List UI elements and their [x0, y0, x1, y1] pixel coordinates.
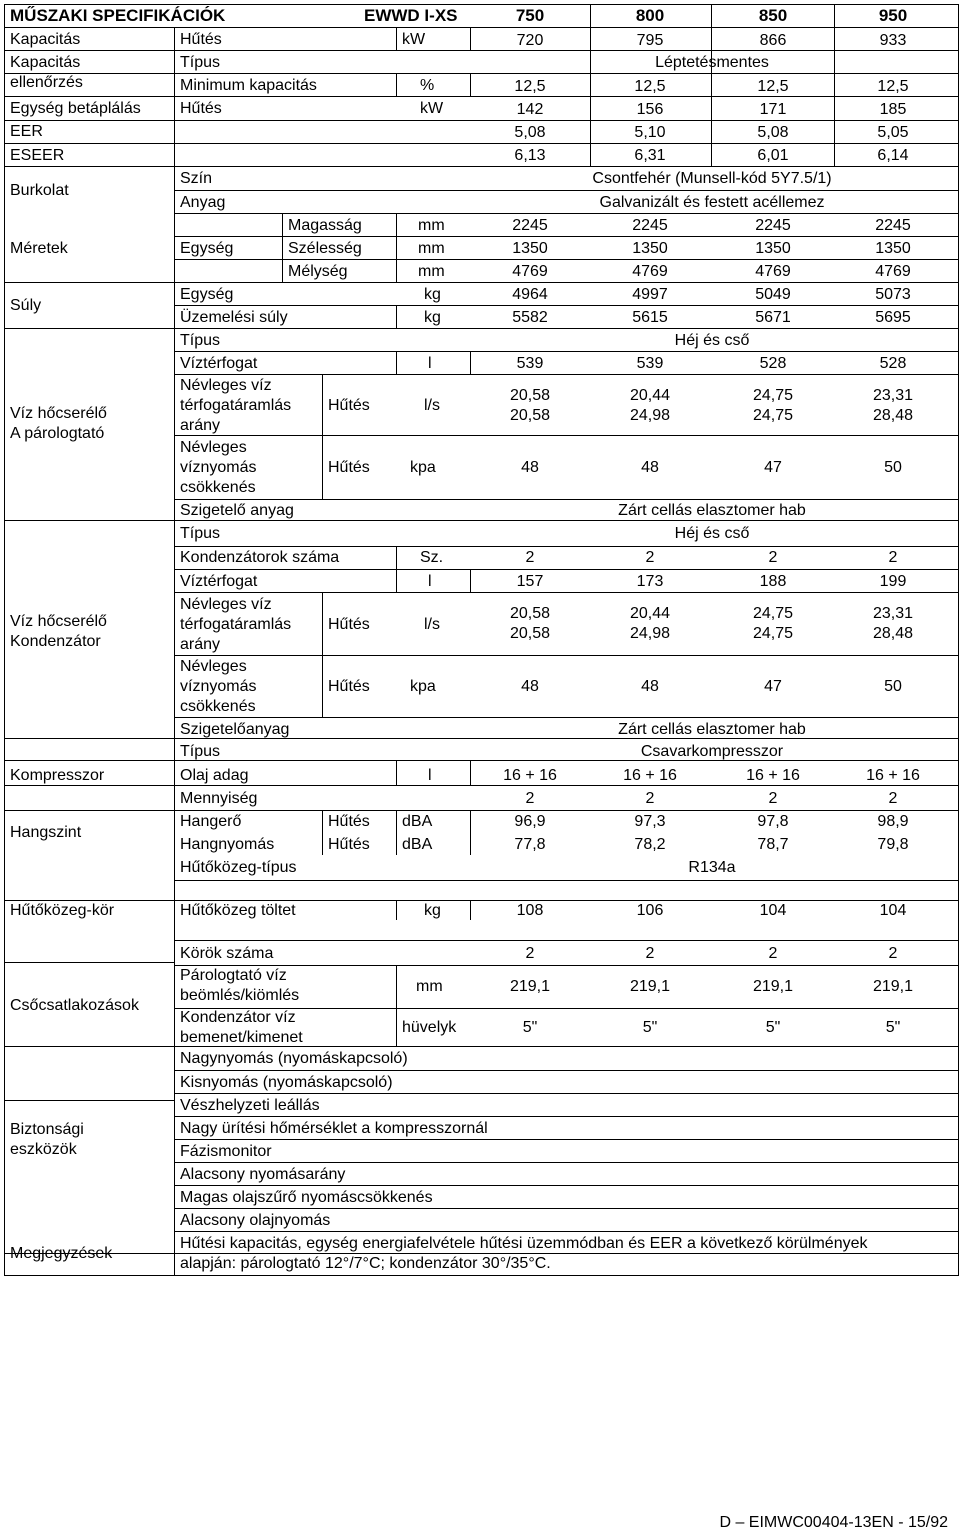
value-cell: 173: [636, 573, 664, 590]
table-rule: [174, 655, 959, 656]
value-cell: 5,08: [757, 124, 789, 141]
table-rule: [396, 73, 397, 96]
cell-text: Hűtés: [328, 836, 370, 853]
value-cell: 5": [642, 1019, 658, 1036]
value-cell: 20,44 24,98: [629, 387, 671, 424]
cell-text: Zárt cellás elasztomer hab: [618, 721, 806, 738]
value-cell: 20,44 24,98: [629, 605, 671, 642]
cell-text: Üzemelési súly: [180, 309, 288, 326]
value-cell: 1350: [632, 240, 668, 257]
cell-text: mm: [418, 217, 445, 234]
value-cell: 539: [516, 355, 544, 372]
table-rule: [174, 305, 959, 306]
row-label: Méretek: [10, 240, 68, 257]
table-rule: [174, 259, 959, 260]
value-cell: 5,10: [634, 124, 666, 141]
value-cell: 5615: [632, 309, 668, 326]
table-rule: [470, 351, 471, 374]
value-cell: 48: [641, 459, 659, 476]
cell-text: Névleges víz térfogatáramlás arány: [180, 596, 292, 653]
value-cell: 2: [888, 790, 898, 807]
value-cell: 2245: [632, 217, 668, 234]
cell-text: Víztérfogat: [180, 355, 258, 372]
value-cell: 78,7: [757, 836, 789, 853]
table-rule: [4, 738, 175, 739]
value-cell: 5582: [512, 309, 548, 326]
table-rule: [4, 785, 959, 786]
cell-text: Zárt cellás elasztomer hab: [618, 502, 806, 519]
cell-text: Kondenzátorok száma: [180, 549, 340, 566]
cell-text: kpa: [410, 678, 436, 695]
value-cell: 108: [516, 902, 544, 919]
model-header: 800: [635, 6, 665, 25]
table-rule: [711, 4, 712, 27]
table-rule: [174, 1139, 959, 1140]
table-rule: [4, 900, 959, 901]
value-cell: 720: [516, 32, 544, 49]
value-cell: 6,13: [514, 147, 546, 164]
series-name: EWWD I-XS: [364, 6, 458, 25]
value-cell: 2: [525, 945, 535, 962]
model-header: 750: [515, 6, 545, 25]
table-rule: [282, 213, 283, 282]
model-header: 850: [758, 6, 788, 25]
table-rule: [4, 962, 175, 963]
table-rule: [322, 592, 323, 717]
value-cell: 12,5: [514, 78, 546, 95]
cell-text: Hűtés: [328, 678, 370, 695]
table-rule: [174, 520, 959, 521]
cell-text: l: [428, 767, 432, 784]
cell-text: Hűtés: [328, 459, 370, 476]
value-cell: 5,05: [877, 124, 909, 141]
cell-text: Csontfehér (Munsell-kód 5Y7.5/1): [592, 170, 832, 187]
table-rule: [396, 760, 397, 785]
table-rule: [4, 328, 959, 329]
table-rule: [174, 374, 959, 375]
list-item: Vészhelyzeti leállás: [180, 1097, 320, 1114]
row-label: Biztonsági eszközök: [10, 1121, 84, 1158]
cell-text: mm: [418, 263, 445, 280]
list-item: Alacsony nyomásarány: [180, 1166, 346, 1183]
table-rule: [4, 4, 5, 1275]
value-cell: 16 + 16: [746, 767, 800, 784]
list-item: Nagynyomás (nyomáskapcsoló): [180, 1050, 408, 1067]
cell-text: Körök száma: [180, 945, 274, 962]
value-cell: 2: [768, 549, 778, 566]
value-cell: 2245: [512, 217, 548, 234]
value-cell: 142: [516, 101, 544, 118]
table-rule: [174, 940, 959, 941]
table-rule: [590, 4, 591, 27]
cell-text: Hűtőközeg töltet: [180, 902, 296, 919]
value-cell: 5": [765, 1019, 781, 1036]
value-cell: 97,8: [757, 813, 789, 830]
table-rule: [4, 520, 175, 521]
cell-text: mm: [416, 978, 443, 995]
table-rule: [4, 1100, 175, 1101]
value-cell: 188: [759, 573, 787, 590]
cell-text: Héj és cső: [674, 525, 750, 542]
value-cell: 795: [636, 32, 664, 49]
row-label: Kompresszor: [10, 767, 105, 784]
value-cell: 1350: [512, 240, 548, 257]
value-cell: 96,9: [514, 813, 546, 830]
cell-text: Hűtés: [328, 397, 370, 414]
cell-text: l/s: [424, 616, 440, 633]
page-footer: D – EIMWC00404-13EN - 15/92: [719, 1514, 948, 1531]
cell-text: Szigetelő anyag: [180, 502, 294, 519]
value-cell: 12,5: [877, 78, 909, 95]
cell-text: Névleges víznyomás csökkenés: [180, 658, 257, 715]
table-rule: [711, 27, 712, 166]
cell-text: Anyag: [180, 194, 226, 211]
cell-text: Egység: [180, 286, 234, 303]
value-cell: 5": [522, 1019, 538, 1036]
value-cell: 79,8: [877, 836, 909, 853]
cell-text: Mennyiség: [180, 790, 258, 807]
row-label: Hangszint: [10, 824, 82, 841]
table-rule: [4, 810, 959, 811]
table-rule: [4, 4, 959, 5]
value-cell: 16 + 16: [503, 767, 557, 784]
note-text: Hűtési kapacitás, egység energiafelvétele hűtési üzemmódban és EER a következő körülmények alapján: párologtató 12°/7°C; kondenzátor 30°/35°C.: [180, 1235, 868, 1272]
table-rule: [174, 213, 959, 214]
cell-text: Hűtés: [328, 813, 370, 830]
table-rule: [174, 1116, 959, 1117]
table-rule: [4, 282, 959, 283]
row-label: Megjegyzések: [10, 1245, 113, 1262]
row-label: EER: [10, 123, 43, 140]
row-label: Súly: [10, 297, 42, 314]
cell-text: Egység: [180, 240, 234, 257]
cell-text: Típus: [180, 525, 221, 542]
value-cell: 48: [521, 678, 539, 695]
value-cell: 5695: [875, 309, 911, 326]
table-rule: [174, 1162, 959, 1163]
table-rule: [396, 305, 397, 328]
table-rule: [174, 1208, 959, 1209]
cell-text: Névleges víznyomás csökkenés: [180, 439, 257, 496]
model-header: 950: [878, 6, 908, 25]
value-cell: 104: [879, 902, 907, 919]
value-cell: 219,1: [509, 978, 551, 995]
value-cell: 104: [759, 902, 787, 919]
table-rule: [174, 569, 959, 570]
cell-text: Névleges víz térfogatáramlás arány: [180, 377, 292, 434]
cell-text: Szigetelőanyag: [180, 721, 290, 738]
value-cell: 185: [879, 101, 907, 118]
row-label: Hűtőközeg-kör: [10, 902, 115, 919]
value-cell: 5": [885, 1019, 901, 1036]
value-cell: 1350: [755, 240, 791, 257]
cell-text: Héj és cső: [674, 332, 750, 349]
row-label: Kapacitás: [10, 31, 81, 48]
table-rule: [4, 760, 959, 761]
cell-text: Magasság: [288, 217, 362, 234]
value-cell: 933: [879, 32, 907, 49]
cell-text: Szélesség: [288, 240, 362, 257]
table-rule: [174, 738, 959, 739]
cell-text: hüvelyk: [402, 1019, 457, 1036]
cell-text: Szín: [180, 170, 213, 187]
cell-text: Víztérfogat: [180, 573, 258, 590]
table-rule: [174, 592, 959, 593]
table-rule: [396, 900, 397, 920]
value-cell: 4769: [512, 263, 548, 280]
value-cell: 528: [759, 355, 787, 372]
table-rule: [4, 166, 959, 167]
table-rule: [4, 96, 959, 97]
table-rule: [958, 4, 959, 1275]
value-cell: 219,1: [752, 978, 794, 995]
value-cell: 78,2: [634, 836, 666, 853]
table-rule: [396, 213, 397, 282]
value-cell: 106: [636, 902, 664, 919]
cell-text: Hűtés: [180, 100, 222, 117]
cell-text: Olaj adag: [180, 767, 249, 784]
value-cell: 157: [516, 573, 544, 590]
table-rule: [174, 190, 959, 191]
value-cell: 2: [768, 790, 778, 807]
cell-text: Típus: [180, 743, 221, 760]
value-cell: 5,08: [514, 124, 546, 141]
cell-text: Típus: [180, 54, 221, 71]
table-rule: [4, 50, 959, 51]
row-label: Víz hőcserélő A párologtató: [10, 405, 107, 442]
table-rule: [322, 810, 323, 855]
value-cell: 5073: [875, 286, 911, 303]
table-rule: [4, 73, 959, 74]
value-cell: 98,9: [877, 813, 909, 830]
cell-text: mm: [418, 240, 445, 257]
table-rule: [470, 810, 471, 855]
table-rule: [396, 810, 397, 855]
cell-text: Hűtőközeg-típus: [180, 859, 297, 876]
value-cell: 23,31 28,48: [872, 605, 914, 642]
cell-text: Párologtató víz beömlés/kiömlés: [180, 967, 300, 1004]
row-label: Csőcsatlakozások: [10, 997, 139, 1014]
value-cell: 16 + 16: [623, 767, 677, 784]
table-rule: [174, 1231, 959, 1232]
cell-text: Hangerő: [180, 813, 242, 830]
table-rule: [174, 1185, 959, 1186]
value-cell: 5049: [755, 286, 791, 303]
value-cell: 156: [636, 101, 664, 118]
value-cell: 48: [641, 678, 659, 695]
value-cell: 4997: [632, 286, 668, 303]
cell-text: dBA: [402, 813, 433, 830]
table-rule: [470, 569, 471, 592]
table-rule: [834, 27, 835, 166]
cell-text: kg: [424, 309, 441, 326]
cell-text: kg: [424, 902, 441, 919]
cell-text: kW: [420, 100, 444, 117]
table-rule: [470, 27, 471, 50]
table-rule: [174, 1070, 959, 1071]
value-cell: 23,31 28,48: [872, 387, 914, 424]
cell-text: dBA: [402, 836, 433, 853]
row-label: Burkolat: [10, 182, 69, 199]
cell-text: Minimum kapacitás: [180, 77, 317, 94]
value-cell: 50: [884, 678, 902, 695]
cell-text: Hangnyomás: [180, 836, 275, 853]
value-cell: 4769: [755, 263, 791, 280]
table-rule: [470, 760, 471, 785]
table-rule: [470, 900, 471, 920]
value-cell: 20,58 20,58: [509, 387, 551, 424]
value-cell: 2: [645, 549, 655, 566]
list-item: Nagy ürítési hőmérséklet a kompresszornál: [180, 1120, 488, 1137]
table-rule: [174, 435, 959, 436]
cell-text: l: [428, 573, 432, 590]
table-rule: [322, 374, 323, 499]
table-rule: [4, 143, 959, 144]
value-cell: 528: [879, 355, 907, 372]
value-cell: 219,1: [872, 978, 914, 995]
table-rule: [4, 120, 959, 121]
value-cell: 24,75 24,75: [752, 387, 794, 424]
list-item: Fázismonitor: [180, 1143, 272, 1160]
value-cell: 199: [879, 573, 907, 590]
cell-text: Hűtés: [328, 616, 370, 633]
cell-text: Galvanizált és festett acéllemez: [599, 194, 825, 211]
cell-text: Sz.: [420, 549, 444, 566]
value-cell: 50: [884, 459, 902, 476]
cell-text: kg: [424, 286, 441, 303]
value-cell: 2: [768, 945, 778, 962]
value-cell: 97,3: [634, 813, 666, 830]
row-label: Egység betáplálás: [10, 100, 141, 117]
value-cell: 2: [525, 790, 535, 807]
cell-text: kpa: [410, 459, 436, 476]
value-cell: 20,58 20,58: [509, 605, 551, 642]
cell-text: %: [420, 77, 435, 94]
value-cell: 219,1: [629, 978, 671, 995]
value-cell: 4964: [512, 286, 548, 303]
table-rule: [396, 27, 397, 50]
table-rule: [396, 351, 397, 374]
value-cell: 6,31: [634, 147, 666, 164]
value-cell: 2: [525, 549, 535, 566]
table-rule: [396, 965, 397, 1046]
value-cell: 2: [888, 945, 898, 962]
value-cell: 4769: [875, 263, 911, 280]
table-rule: [590, 27, 591, 166]
value-cell: 12,5: [757, 78, 789, 95]
value-cell: 47: [764, 678, 782, 695]
value-cell: 16 + 16: [866, 767, 920, 784]
value-cell: 24,75 24,75: [752, 605, 794, 642]
table-rule: [4, 1275, 959, 1276]
table-rule: [174, 546, 959, 547]
value-cell: 1350: [875, 240, 911, 257]
value-cell: 866: [759, 32, 787, 49]
value-cell: 77,8: [514, 836, 546, 853]
table-rule: [174, 717, 959, 718]
table-rule: [396, 546, 397, 592]
table-rule: [4, 27, 959, 28]
value-cell: 2: [645, 945, 655, 962]
cell-text: kW: [402, 31, 426, 48]
table-rule: [174, 236, 959, 237]
value-cell: 47: [764, 459, 782, 476]
list-item: Kisnyomás (nyomáskapcsoló): [180, 1074, 393, 1091]
value-cell: 2: [888, 549, 898, 566]
table-rule: [174, 499, 959, 500]
value-cell: 2: [645, 790, 655, 807]
value-cell: 4769: [632, 263, 668, 280]
list-item: Magas olajszűrő nyomáscsökkenés: [180, 1189, 433, 1206]
value-cell: 48: [521, 459, 539, 476]
value-cell: 6,14: [877, 147, 909, 164]
list-item: Alacsony olajnyomás: [180, 1212, 331, 1229]
cell-text: Mélység: [288, 263, 348, 280]
cell-text: Csavarkompresszor: [640, 743, 784, 760]
table-title: MŰSZAKI SPECIFIKÁCIÓK: [10, 6, 226, 25]
table-rule: [470, 73, 471, 96]
table-rule: [174, 880, 959, 881]
table-rule: [834, 4, 835, 27]
cell-text: Típus: [180, 332, 221, 349]
value-cell: 171: [759, 101, 787, 118]
value-cell: 5671: [755, 309, 791, 326]
table-rule: [4, 1046, 175, 1047]
value-cell: 539: [636, 355, 664, 372]
table-rule: [174, 351, 959, 352]
value-cell: 6,01: [757, 147, 789, 164]
cell-text: Léptetésmentes: [655, 54, 769, 71]
row-label: Víz hőcserélő Kondenzátor: [10, 613, 107, 650]
row-label: ESEER: [10, 147, 65, 164]
cell-text: Hűtés: [180, 31, 222, 48]
cell-text: l: [428, 355, 432, 372]
row-label: Kapacitás ellenőrzés: [10, 54, 83, 91]
value-cell: 12,5: [634, 78, 666, 95]
table-rule: [174, 27, 175, 1275]
table-rule: [174, 1093, 959, 1094]
cell-text: Kondenzátor víz bemenet/kimenet: [180, 1009, 303, 1046]
cell-text: l/s: [424, 397, 440, 414]
value-cell: 2245: [755, 217, 791, 234]
cell-text: R134a: [688, 859, 736, 876]
value-cell: 2245: [875, 217, 911, 234]
